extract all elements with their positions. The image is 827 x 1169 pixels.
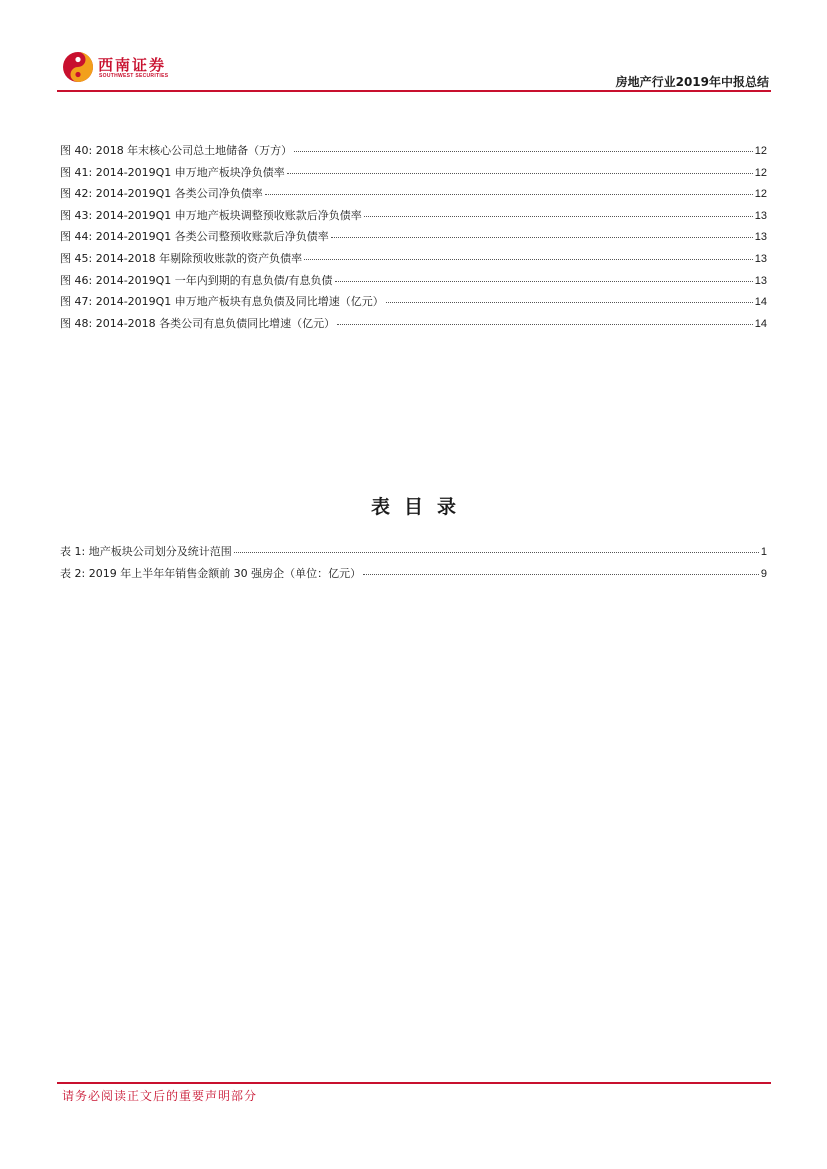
logo-emblem-icon	[62, 51, 94, 83]
toc-leader-dots	[294, 137, 753, 152]
toc-row[interactable]	[60, 139, 767, 161]
toc-page-number: 1	[760, 546, 767, 558]
figures-table-of-contents	[60, 139, 767, 333]
toc-row[interactable]	[60, 225, 767, 247]
toc-page-number: 13	[754, 252, 767, 265]
toc-leader-dots	[331, 223, 753, 238]
toc-row[interactable]	[60, 269, 767, 291]
toc-entry-label: 表 2: 2019 年上半年年销售金额前 30 强房企（单位：亿元）	[60, 566, 362, 580]
toc-page-number: 14	[754, 296, 767, 309]
footer-disclaimer: 请务必阅读正文后的重要声明部分	[62, 1089, 258, 1103]
page-header	[0, 0, 827, 95]
toc-page-number: 13	[754, 231, 767, 244]
toc-entry-label: 图 45: 2014-2018 年剔除预收账款的资产负债率	[60, 251, 303, 265]
toc-entry-label: 图 43: 2014-2019Q1 申万地产板块调整预收账款后净负债率	[60, 208, 362, 222]
toc-entry-label: 图 46: 2014-2019Q1 一年内到期的有息负债/有息负债	[60, 273, 333, 287]
toc-entry-label: 图 48: 2014-2018 各类公司有息负债同比增速（亿元）	[60, 316, 336, 330]
toc-page-number: 13	[754, 274, 767, 287]
toc-leader-dots	[363, 560, 759, 575]
header-divider	[57, 90, 771, 92]
tables-table-of-contents	[60, 540, 767, 583]
report-title: 房地产行业2019年中报总结	[615, 75, 769, 89]
toc-row[interactable]	[60, 182, 767, 204]
logo-chinese-name: 西南证券	[98, 56, 167, 74]
toc-row[interactable]	[60, 247, 767, 269]
toc-page-number: 13	[754, 209, 767, 222]
toc-entry-label: 图 44: 2014-2019Q1 各类公司整预收账款后净负债率	[60, 230, 329, 244]
toc-page-number: 12	[754, 188, 767, 201]
toc-entry-label: 图 41: 2014-2019Q1 申万地产板块净负债率	[60, 165, 285, 179]
toc-page-number: 12	[754, 166, 767, 179]
toc-entry-label: 图 42: 2014-2019Q1 各类公司净负债率	[60, 187, 263, 201]
toc-leader-dots	[364, 202, 753, 217]
toc-leader-dots	[287, 159, 753, 174]
toc-row[interactable]	[60, 204, 767, 226]
company-logo	[62, 51, 172, 85]
toc-row[interactable]	[60, 161, 767, 183]
logo-english-name: SOUTHWEST SECURITIES	[99, 73, 169, 79]
toc-page-number: 12	[754, 145, 767, 157]
toc-leader-dots	[234, 538, 759, 553]
toc-page-number: 9	[760, 567, 767, 580]
tables-section-title: 表目录	[370, 496, 470, 518]
footer-divider	[57, 1082, 771, 1084]
toc-row[interactable]	[60, 290, 767, 312]
toc-page-number: 14	[754, 317, 767, 330]
toc-entry-label: 图 40: 2018 年末核心公司总土地储备（万方）	[60, 144, 293, 157]
toc-row[interactable]	[60, 562, 767, 584]
toc-leader-dots	[265, 180, 753, 195]
toc-entry-label: 表 1: 地产板块公司划分及统计范围	[60, 545, 232, 558]
toc-leader-dots	[304, 245, 753, 260]
toc-entry-label: 图 47: 2014-2019Q1 申万地产板块有息负债及同比增速（亿元）	[60, 295, 384, 309]
toc-leader-dots	[337, 310, 753, 325]
toc-row[interactable]	[60, 312, 767, 334]
toc-leader-dots	[335, 267, 753, 282]
toc-row[interactable]	[60, 540, 767, 562]
toc-leader-dots	[386, 288, 753, 303]
